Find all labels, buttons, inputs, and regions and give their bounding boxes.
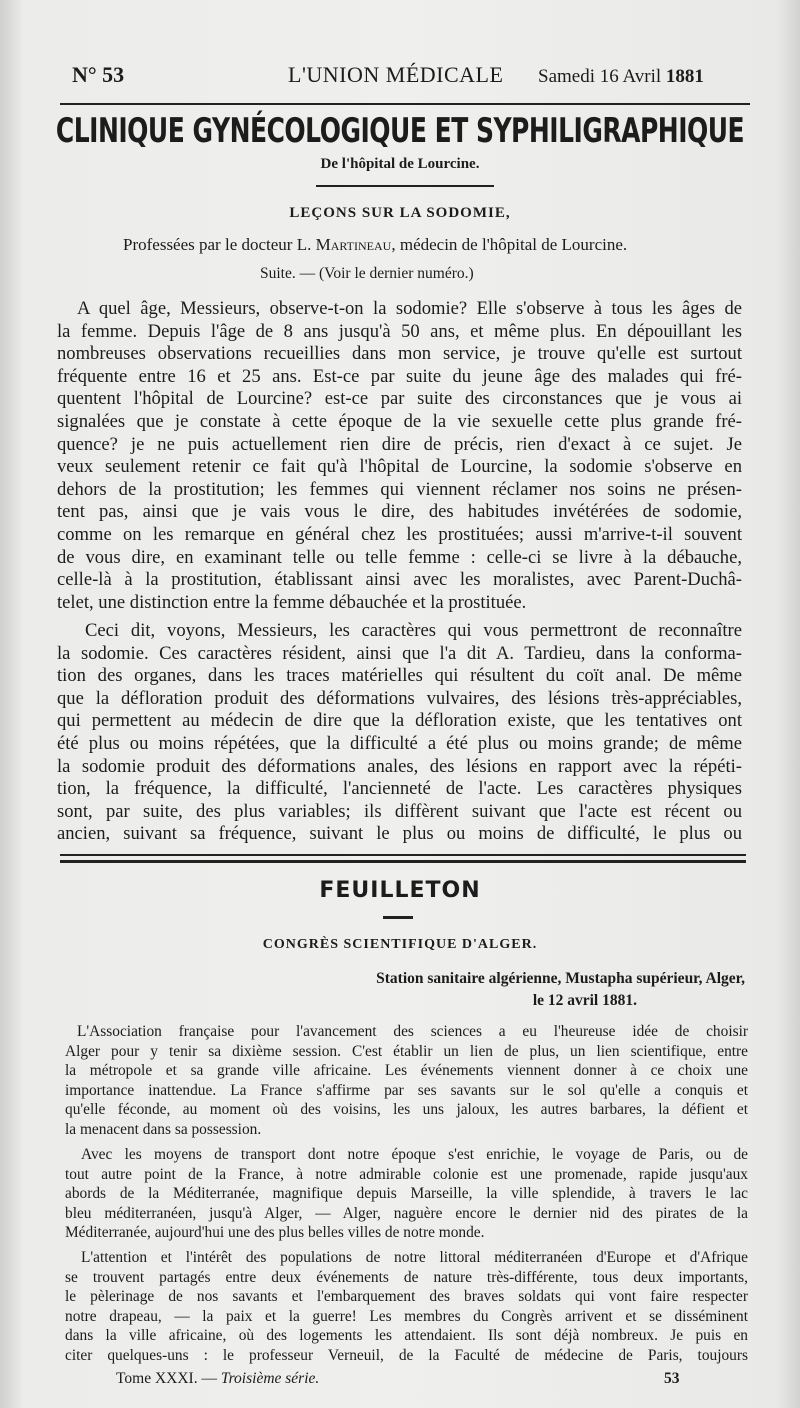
- continuation-note: Suite. — (Voir le dernier numéro.): [260, 265, 474, 282]
- feuilleton-paragraph-3: [65, 1248, 748, 1366]
- feuilleton-rule-top: [60, 854, 746, 856]
- text-line: nombreuses observations recueillies dans mon service, je trouve qu'elle est surtout: [57, 343, 742, 365]
- footer-volume: [116, 1370, 319, 1388]
- section-rule: [316, 185, 494, 187]
- text-line: de vous dire, en examinant telle ou telle femme : celle-ci se livre à la débauche,: [57, 546, 742, 568]
- text-line: importance inattendue. La France s'affirme par ses savants sur le sol qu'elle a conquis et: [65, 1081, 748, 1099]
- text-line: tout autre point de la France, à notre admirable colonie est une promenade, rapide jusqu'aux: [65, 1165, 748, 1183]
- text-line: L'Association française pour l'avancement des sciences a eu l'heureuse idée de choisir: [77, 1023, 748, 1040]
- professor-prefix: Professées par le docteur L.: [123, 235, 312, 254]
- series-label: Troisième série.: [220, 1370, 320, 1387]
- location-line-2: le 12 avril 1881.: [532, 992, 637, 1009]
- text-line: L'attention et l'intérêt des populations de notre littoral méditerranéen d'Europe et d'Afrique: [81, 1249, 748, 1266]
- professor-name: Martineau,: [315, 235, 396, 254]
- text-line: dans la ville africaine, où des logements les attendaient. Ils sont déjà nombreux. Je puis en: [65, 1327, 748, 1345]
- feuilleton-title-rule: [383, 916, 413, 919]
- text-line: se trouvent partagés entre deux événements de nature très-différente, tous deux importants,: [65, 1268, 748, 1286]
- page-number: 53: [664, 1370, 680, 1387]
- text-line: Ceci dit, voyons, Messieurs, les caractères qui vous permettront de reconnaître: [85, 620, 742, 641]
- feuilleton-heading: CONGRÈS SCIENTIFIQUE D'ALGER.: [262, 937, 538, 952]
- text-line: qui permettent au médecin de dire que la défloration existe, que les tentatives ont: [57, 710, 742, 732]
- text-line: que la défloration produit des déformations vulvaires, des lésions très-appréciables,: [57, 687, 742, 709]
- text-line: qu'elle féconde, au moment où des voisins, les uns jaloux, les autres barbares, la défient et: [65, 1101, 748, 1119]
- text-line: la sodomie. Ces caractères résident, ainsi que l'a dit A. Tardieu, dans la conforma-: [57, 642, 742, 664]
- text-line: la femme. Depuis l'âge de 8 ans jusqu'à 50 ans, et même plus. En dépouillant les: [57, 320, 742, 342]
- text-line: telet, une distinction entre la femme débauchée et la prostituée.: [57, 591, 527, 613]
- feuilleton-location: [373, 968, 745, 1012]
- text-line: Méditerranée, aujourd'hui une des plus belles villes de notre monde.: [65, 1224, 485, 1242]
- location-line-1: Station sanitaire algérienne, Mustapha supérieur, Alger,: [376, 970, 745, 987]
- issue-date-year: 1881: [665, 66, 704, 87]
- text-line: la métropole et sa grande ville africaine. Les événements viennent donner à ce choix une: [65, 1062, 748, 1080]
- text-line: ancien, suivant sa fréquence, suivant le plus ou moins de difficulté, le plus ou: [57, 823, 742, 845]
- section-title: CLINIQUE GYNÉCOLOGIQUE ET SYPHILIGRAPHIQUE: [55, 110, 745, 151]
- section-subtitle: De l'hôpital de Lourcine.: [320, 156, 480, 172]
- text-line: la sodomie produit des déformations anales, des lésions en rapport avec la répéti-: [57, 755, 742, 777]
- feuilleton-paragraph-1: [65, 1022, 748, 1140]
- text-line: tion des organes, dans les traces matérielles qui résultent du coït anal. De même: [57, 665, 742, 687]
- text-line: celle-là à la prostitution, établissant ainsi avec les moralistes, avec Parent-Duchâ-: [57, 569, 742, 591]
- text-line: Alger pour y tenir sa dixième session. C'est établir un lien de plus, un lien scientifique, entre: [65, 1042, 748, 1060]
- text-line: notre drapeau, — la paix et la guerre! Les membres du Congrès arrivent et se disséminent: [65, 1307, 748, 1325]
- lecture-title: LEÇONS SUR LA SODOMIE,: [289, 205, 511, 221]
- text-line: la menacent dans sa possession.: [65, 1120, 262, 1138]
- header-rule: [60, 103, 750, 105]
- article-paragraph-2: [57, 620, 742, 846]
- text-line: fréquente entre 16 et 25 ans. Est-ce par suite du jeune âge des malades qui fré-: [57, 365, 742, 387]
- issue-date: [538, 66, 704, 88]
- text-line: signalées que je constate à cette époque de la vie sexuelle cette plus grande fré-: [57, 410, 742, 432]
- professor-suffix: médecin de l'hôpital de Lourcine.: [399, 235, 628, 254]
- text-line: comme on les remarque en général chez les prostituées; aussi m'arrive-t-il souvent: [57, 523, 742, 545]
- text-line: dehors de la prostitution; les femmes qui viennent réclamer nos soins ne présen-: [57, 478, 742, 500]
- issue-date-day: Samedi 16 Avril: [538, 66, 662, 87]
- feuilleton-rule-bottom: [60, 860, 746, 863]
- text-line: tion, la fréquence, la difficulté, l'ancienneté de l'acte. Les caractères physiques: [57, 778, 742, 800]
- professor-line: [123, 235, 627, 255]
- text-line: bleu méditerranéen, jusqu'à Alger, — Alger, naguère encore le dernier nid des pirates de la: [65, 1204, 748, 1222]
- text-line: tent pas, ainsi que je vais vous le dire, des habitudes invétérées de sodomie,: [57, 501, 742, 523]
- feuilleton-paragraph-2: [65, 1145, 748, 1243]
- journal-title: L'UNION MÉDICALE: [288, 62, 504, 87]
- text-line: veux seulement retenir ce fait qu'à l'hôpital de Lourcine, la sodomie s'observe en: [57, 456, 742, 478]
- text-line: A quel âge, Messieurs, observe-t-on la sodomie? Elle s'observe à tous les âges de: [77, 298, 742, 319]
- text-line: quence? je ne puis actuellement rien dire de précis, rien d'exact à ce sujet. Je: [57, 433, 742, 455]
- text-line: sont, par suite, des plus variables; ils diffèrent suivant que l'acte est récent ou: [57, 800, 742, 822]
- article-paragraph-1: [57, 298, 742, 614]
- text-line: Avec les moyens de transport dont notre époque s'est enrichie, le voyage de Paris, ou de: [81, 1146, 748, 1163]
- text-line: quentent l'hôpital de Lourcine? est-ce par suite des circonstances que je vous ai: [57, 388, 742, 410]
- text-line: abords de la Méditerranée, magnifique depuis Marseille, la ville splendide, à travers le lac: [65, 1185, 748, 1203]
- feuilleton-title: FEUILLETON: [319, 878, 481, 903]
- volume-label: Tome XXXI. —: [116, 1370, 217, 1387]
- text-line: été plus ou moins répétées, que la difficulté a été plus ou moins grande; de même: [57, 732, 742, 754]
- text-line: le pèlerinage de nos savants et l'embarquement des braves soldats qui vont faire respecter: [65, 1288, 748, 1306]
- text-line: citer quelques-uns : le professeur Verneuil, de la Faculté de médecine de Paris, toujours: [65, 1346, 748, 1364]
- issue-number: N° 53: [72, 62, 125, 87]
